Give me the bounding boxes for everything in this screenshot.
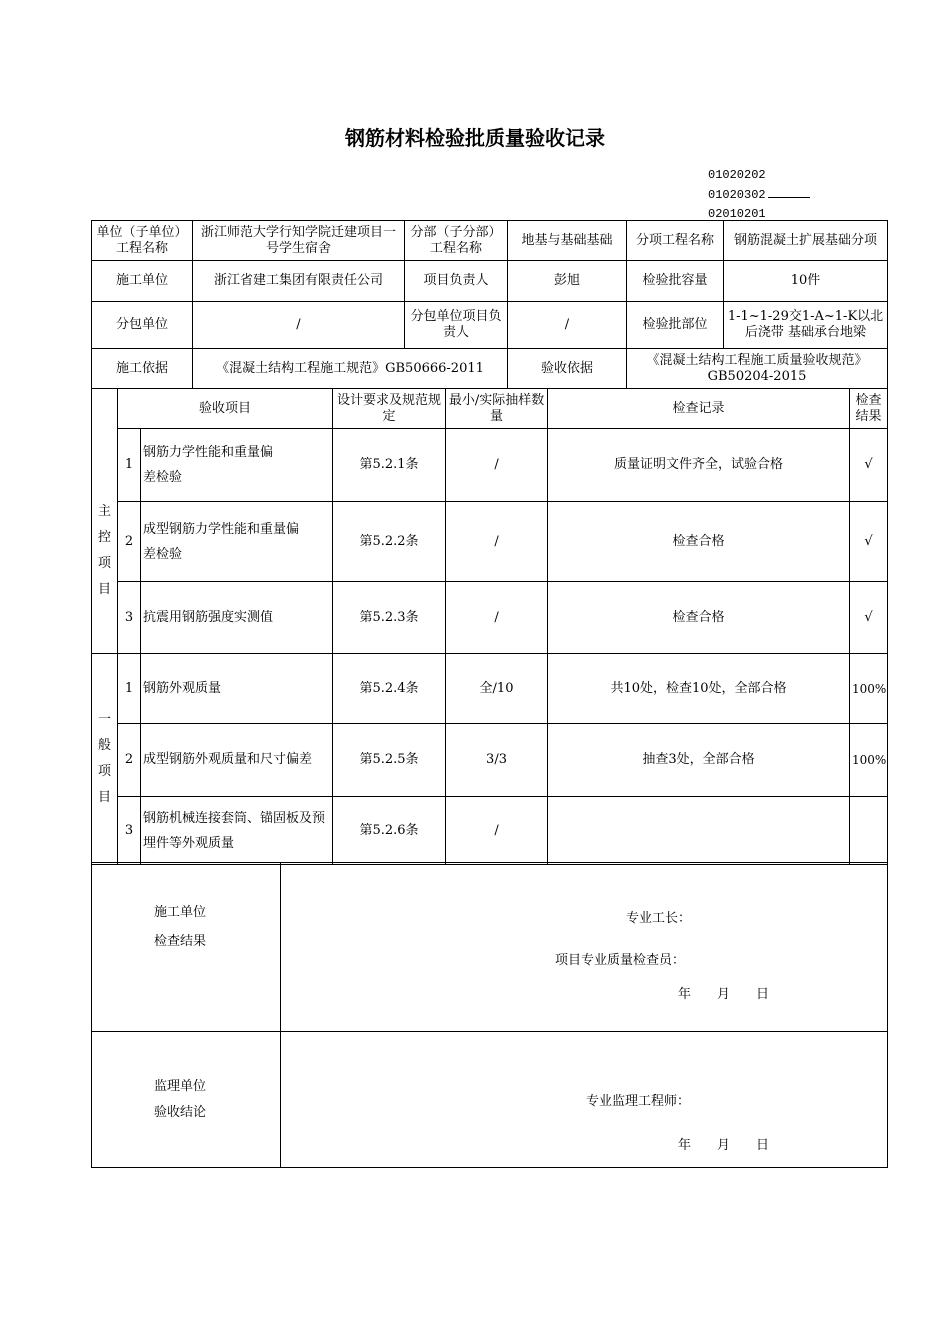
form-code: 01020202 (708, 168, 766, 182)
item-name: 钢筋力学性能和重量偏差检验 (141, 429, 333, 502)
contractor-check-body (281, 863, 888, 1032)
supervisor-check-body (281, 1032, 888, 1168)
header-table (91, 220, 888, 389)
foreman-signature: 专业工长： (626, 911, 692, 926)
item-name: 钢筋外观质量 (141, 654, 333, 724)
item-sample: / (446, 502, 548, 582)
column-result: 检查结果 (850, 389, 888, 429)
item-name: 钢筋机械连接套筒、锚固板及预埋件等外观质量 (141, 797, 333, 865)
sub-pm-value: / (508, 302, 627, 349)
form-code: 02010201 (708, 207, 766, 221)
table-row (92, 797, 888, 865)
item-result: √ (850, 582, 888, 654)
item-result: √ (850, 429, 888, 502)
basis-label: 施工依据 (92, 349, 193, 389)
subitem-name-value: 钢筋混凝土扩展基础分项 (724, 221, 888, 261)
item-record (548, 797, 850, 865)
item-sample: / (446, 797, 548, 865)
basis-value: 《混凝土结构工程施工规范》GB50666-2011 (193, 349, 508, 389)
location-label: 检验批部位 (627, 302, 724, 349)
capacity-label: 检验批容量 (627, 261, 724, 302)
subitem-name-label: 分项工程名称 (627, 221, 724, 261)
sub-pm-label: 分包单位项目负责人 (405, 302, 508, 349)
item-name: 抗震用钢筋强度实测值 (141, 582, 333, 654)
subcontractor-value: / (193, 302, 405, 349)
item-record: 抽查3处，全部合格 (548, 724, 850, 797)
contractor-check-label: 施工单位 检查结果 (92, 863, 281, 1032)
inspection-table (91, 388, 888, 865)
item-sample: / (446, 429, 548, 502)
table-row (92, 724, 888, 797)
supervisor-engineer-signature: 专业监理工程师： (586, 1094, 691, 1109)
item-no: 2 (118, 724, 141, 797)
general-group-label: 一般项目 (92, 654, 118, 865)
item-no: 1 (118, 654, 141, 724)
item-clause: 第5.2.5条 (333, 724, 446, 797)
table-row (92, 429, 888, 502)
contractor-label: 施工单位 (92, 261, 193, 302)
item-no: 3 (118, 582, 141, 654)
acceptance-basis-value: 《混凝土结构工程施工质量验收规范》GB50204-2015 (627, 349, 888, 389)
item-clause: 第5.2.2条 (333, 502, 446, 582)
item-clause: 第5.2.3条 (333, 582, 446, 654)
table-row (92, 502, 888, 582)
supervisor-check-date: 年 月 日 (678, 1138, 770, 1153)
item-sample: / (446, 582, 548, 654)
unit-name-label: 单位（子单位）工程名称 (92, 221, 193, 261)
item-no: 2 (118, 502, 141, 582)
division-name-value: 地基与基础基础 (508, 221, 627, 261)
table-row (92, 582, 888, 654)
item-name: 成型钢筋外观质量和尺寸偏差 (141, 724, 333, 797)
quality-inspector-signature: 项目专业质量检查员： (555, 953, 686, 968)
item-record: 检查合格 (548, 582, 850, 654)
item-no: 1 (118, 429, 141, 502)
item-no: 3 (118, 797, 141, 865)
item-name: 成型钢筋力学性能和重量偏差检验 (141, 502, 333, 582)
unit-name-value: 浙江师范大学行知学院迁建项目一号学生宿舍 (193, 221, 405, 261)
item-result: 100% (850, 654, 888, 724)
acceptance-basis-label: 验收依据 (508, 349, 627, 389)
pm-value: 彭旭 (508, 261, 627, 302)
item-result: 100% (850, 724, 888, 797)
item-clause: 第5.2.4条 (333, 654, 446, 724)
column-record: 检查记录 (548, 389, 850, 429)
item-record: 质量证明文件齐全，试验合格 (548, 429, 850, 502)
contractor-check-date: 年 月 日 (678, 987, 770, 1002)
item-sample: 3/3 (446, 724, 548, 797)
supervisor-check-label: 监理单位 验收结论 (92, 1032, 281, 1168)
item-sample: 全/10 (446, 654, 548, 724)
item-clause: 第5.2.1条 (333, 429, 446, 502)
table-row (92, 654, 888, 724)
item-result (850, 797, 888, 865)
page-title: 钢筋材料检验批质量验收记录 (345, 126, 605, 150)
division-name-label: 分部（子分部）工程名称 (405, 221, 508, 261)
item-record: 检查合格 (548, 502, 850, 582)
item-record: 共10处，检查10处，全部合格 (548, 654, 850, 724)
main-group-label: 主控项目 (92, 389, 118, 654)
subcontractor-label: 分包单位 (92, 302, 193, 349)
signoff-table (91, 862, 888, 1168)
form-codes (708, 166, 810, 224)
form-code-underlined: 01020302 (708, 185, 810, 205)
location-value: 1-1~1-29交1-A~1-K以北后浇带 基础承台地梁 (724, 302, 888, 349)
contractor-value: 浙江省建工集团有限责任公司 (193, 261, 405, 302)
capacity-value: 10件 (724, 261, 888, 302)
column-design: 设计要求及规范规定 (333, 389, 446, 429)
column-item: 验收项目 (118, 389, 333, 429)
column-sample: 最小/实际抽样数量 (446, 389, 548, 429)
item-clause: 第5.2.6条 (333, 797, 446, 865)
pm-label: 项目负责人 (405, 261, 508, 302)
item-result: √ (850, 502, 888, 582)
